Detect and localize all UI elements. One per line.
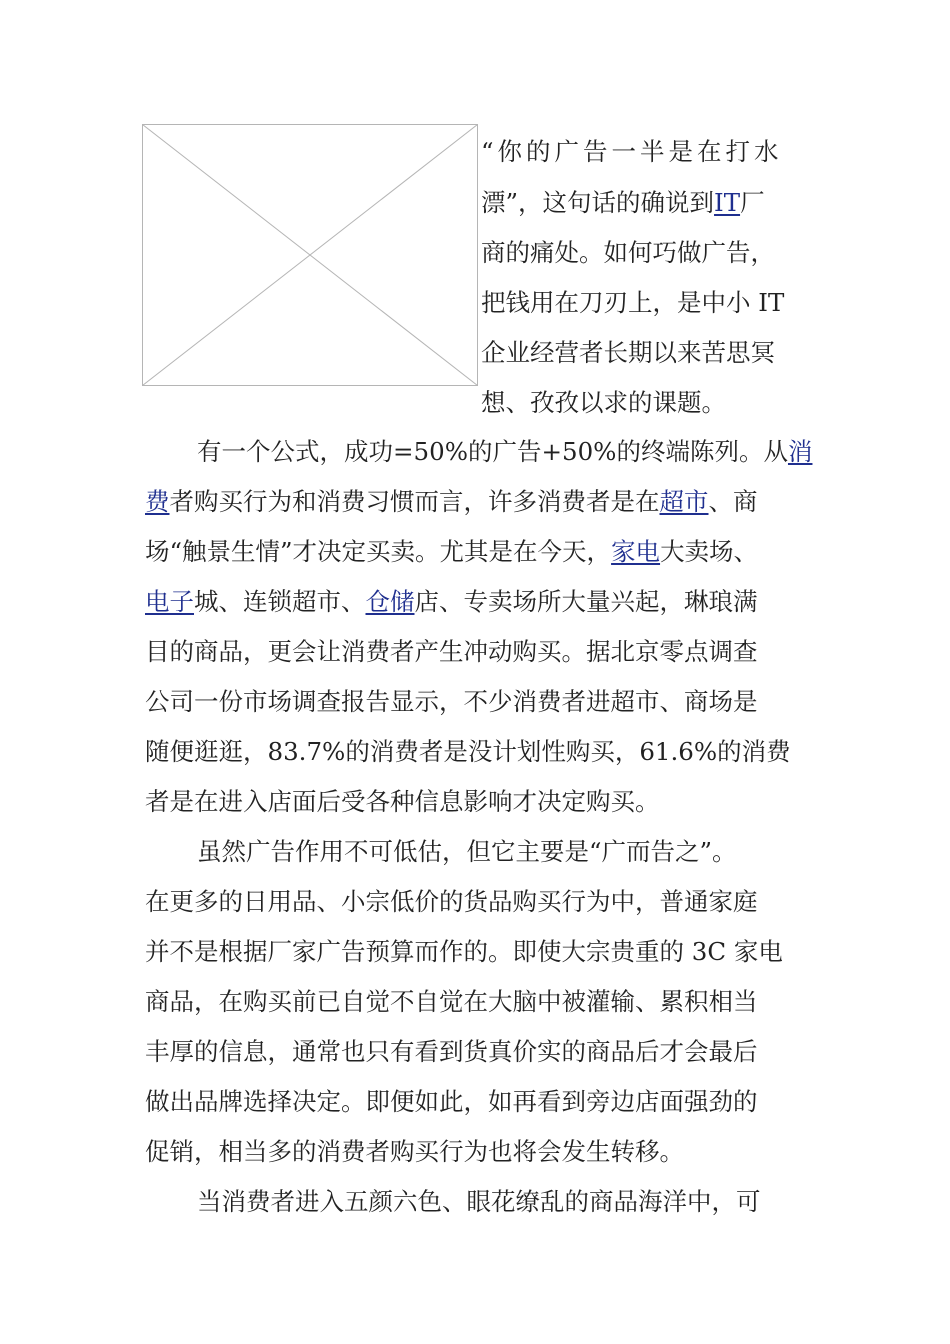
text-line: [197, 834, 737, 870]
text-line: [145, 484, 758, 520]
text-span: 者购买行为和消费习惯而言，许多消费者是在: [169, 487, 660, 516]
text-line: [481, 185, 765, 221]
text-line: [145, 784, 660, 820]
text-span: 公司一份市场调查报告显示，不少消费者进超市、商场是: [145, 687, 758, 716]
text-span: 随便逛逛，83.7%的消费者是没计划性购买，61.6%的消费: [145, 737, 791, 766]
keyword-link[interactable]: 费: [145, 487, 170, 516]
text-span: 者是在进入店面后受各种信息影响才决定购买。: [145, 787, 660, 816]
text-line: [145, 1084, 758, 1120]
text-span: 促销，相当多的消费者购买行为也将会发生转移。: [145, 1137, 684, 1166]
text-line: [145, 634, 758, 670]
text-line: [145, 984, 758, 1020]
text-span: “你的广告一半是在打水: [481, 137, 783, 166]
text-line: [145, 734, 791, 770]
text-span: 厂: [740, 188, 765, 217]
keyword-link[interactable]: 超市: [659, 487, 709, 516]
text-span: 商品，在购买前已自觉不自觉在大脑中被灌输、累积相当: [145, 987, 758, 1016]
text-line: [145, 534, 758, 570]
text-line: [197, 434, 812, 470]
text-span: 虽然广告作用不可低估，但它主要是“广而告之”。: [197, 837, 737, 866]
text-span: 大卖场、: [660, 537, 759, 566]
text-span: 漂”，这句话的确说到: [481, 188, 715, 217]
text-line: [481, 335, 775, 371]
text-span: 把钱用在刀刃上，是中小 IT: [481, 288, 785, 317]
image-placeholder: [142, 124, 478, 386]
text-line: [145, 584, 758, 620]
keyword-link[interactable]: 家电: [611, 537, 661, 566]
text-line: [145, 934, 783, 970]
text-span: 场“触景生情”才决定买卖。尤其是在今天，: [145, 537, 612, 566]
text-line: [145, 1034, 758, 1070]
text-span: 并不是根据厂家广告预算而作的。即使大宗贵重的 3C 家电: [145, 937, 783, 966]
text-span: 在更多的日用品、小宗低价的货品购买行为中，普通家庭: [145, 887, 758, 916]
text-line: [197, 1184, 761, 1220]
text-span: 做出品牌选择决定。即便如此，如再看到旁边店面强劲的: [145, 1087, 758, 1116]
text-span: 企业经营者长期以来苦思冥: [481, 338, 775, 367]
text-span: 、商: [708, 487, 758, 516]
text-line: [145, 1134, 684, 1170]
text-line: [145, 884, 758, 920]
text-span: 店、专卖场所大量兴起，琳琅满: [414, 587, 758, 616]
keyword-link[interactable]: 消: [787, 437, 813, 466]
text-line: [481, 385, 726, 421]
text-span: 想、孜孜以求的课题。: [481, 388, 726, 417]
keyword-link[interactable]: IT: [714, 188, 741, 217]
text-span: 当消费者进入五颜六色、眼花缭乱的商品海洋中，可: [197, 1187, 761, 1216]
text-span: 城、连锁超市、: [194, 587, 366, 616]
text-span: 有一个公式，成功=50%的广告+50%的终端陈列。从: [197, 437, 788, 466]
text-span: 商的痛处。如何巧做广告，: [481, 238, 775, 267]
keyword-link[interactable]: 电子: [145, 587, 194, 616]
keyword-link[interactable]: 仓储: [365, 587, 415, 616]
text-line: [481, 235, 775, 271]
text-line: [481, 134, 783, 170]
text-line: [481, 285, 784, 321]
text-span: 目的商品，更会让消费者产生冲动购买。据北京零点调查: [145, 637, 758, 666]
text-span: 丰厚的信息，通常也只有看到货真价实的商品后才会最后: [145, 1037, 758, 1066]
text-line: [145, 684, 758, 720]
